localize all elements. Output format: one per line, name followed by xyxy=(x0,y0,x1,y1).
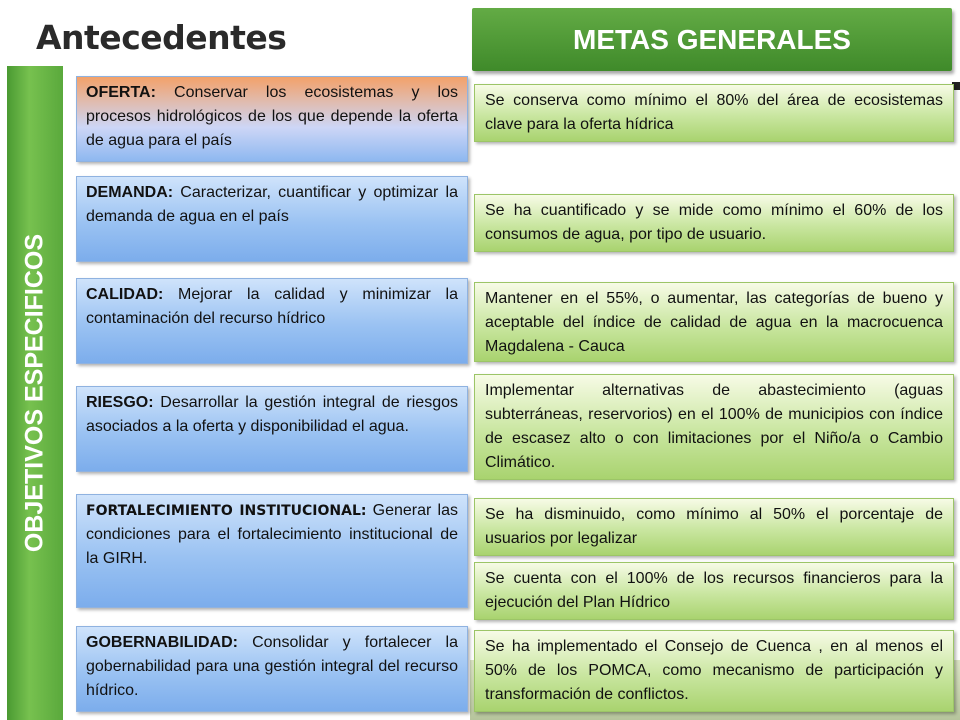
objective-label: GOBERNABILIDAD: xyxy=(86,634,238,651)
objective-text: Desarrollar la gestión integral de riesgos asociados a la oferta y disponibilidad el agua. xyxy=(86,394,458,435)
meta-calidad: Mantener en el 55%, o aumentar, las categorías de bueno y aceptable del índice de calidad de agua en la macrocuenca Magdalena - Cauca xyxy=(474,282,954,362)
meta-recursos-financieros: Se cuenta con el 100% de los recursos financieros para la ejecución del Plan Hídrico xyxy=(474,562,954,620)
objetivos-especificos-bar xyxy=(7,66,63,720)
objective-label: DEMANDA: xyxy=(86,184,174,201)
meta-consejo-cuenca: Se ha implementado el Consejo de Cuenca , en al menos el 50% de los POMCA, como mecanismo de participación y transformación de conflictos. xyxy=(474,630,954,712)
objective-label: OFERTA: xyxy=(86,84,156,101)
objective-label: CALIDAD: xyxy=(86,286,164,303)
objective-label: RIESGO: xyxy=(86,394,154,411)
objective-riesgo xyxy=(76,386,468,472)
objective-text: Consolidar y fortalecer la gobernabilidad para una gestión integral del recurso hídrico. xyxy=(86,634,458,699)
meta-demanda: Se ha cuantificado y se mide como mínimo el 60% de los consumos de agua, por tipo de usuario. xyxy=(474,194,954,252)
page-title: Antecedentes xyxy=(36,18,287,57)
objective-fortalecimiento xyxy=(76,494,468,608)
objective-text: Caracterizar, cuantificar y optimizar la demanda de agua en el país xyxy=(86,184,458,225)
meta-oferta: Se conserva como mínimo el 80% del área de ecosistemas clave para la oferta hídrica xyxy=(474,84,954,142)
metas-generales-header: METAS GENERALES xyxy=(472,8,952,71)
objective-text: Conservar los ecosistemas y los procesos hidrológicos de los que depende la oferta de agua para el país xyxy=(86,84,458,149)
objetivos-especificos-label: OBJETIVOS ESPECIFICOS xyxy=(20,233,49,553)
objective-text: Mejorar la calidad y minimizar la contaminación del recurso hídrico xyxy=(86,286,458,327)
meta-riesgo: Implementar alternativas de abastecimiento (aguas subterráneas, reservorios) en el 100% de municipios con índice de escasez alto o con limitaciones por el Niño/a o Cambio Climático. xyxy=(474,374,954,480)
objective-calidad xyxy=(76,278,468,364)
meta-legalizacion: Se ha disminuido, como mínimo al 50% el porcentaje de usuarios por legalizar xyxy=(474,498,954,556)
objective-label: FORTALECIMIENTO INSTITUCIONAL: xyxy=(86,503,367,519)
objective-demanda xyxy=(76,176,468,262)
objective-oferta xyxy=(76,76,468,162)
objective-text: Generar las condiciones para el fortalecimiento institucional de la GIRH. xyxy=(86,502,458,567)
objective-gobernabilidad xyxy=(76,626,468,712)
